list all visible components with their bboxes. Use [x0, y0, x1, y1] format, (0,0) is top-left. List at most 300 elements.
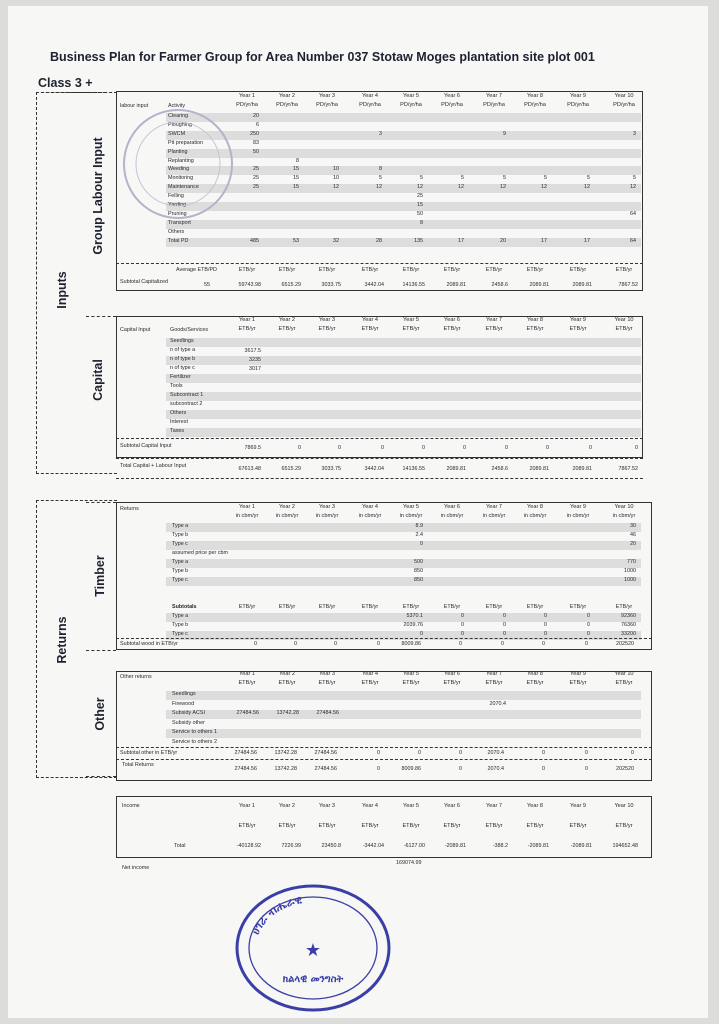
total-returns-value: 13742.28: [274, 766, 297, 772]
labour-activity-name: Monitoring: [168, 175, 194, 182]
other-year-header: Year 7: [486, 671, 502, 677]
timber-subtotal-value: 2039.76: [403, 622, 423, 628]
total-capital-label: Total Capital + Labour Input: [120, 463, 187, 469]
timber-subtotal-value: 5370.1: [406, 613, 423, 619]
income-unit-header: ETB/yr: [361, 823, 379, 829]
timber-etb-unit: ETB/yr: [361, 604, 379, 610]
capital-subtotal-value: 7869.5: [244, 445, 261, 451]
income-year-header: Year 7: [486, 803, 502, 809]
labour-subtotal-value: 2089.81: [529, 282, 549, 288]
income-total-value: -40128.92: [236, 843, 261, 849]
other-subtotal-value: 27484.56: [314, 750, 337, 756]
labour-value: 9: [503, 130, 506, 137]
income-total-value: -2089.81: [444, 843, 466, 849]
total-capital-value: 3442.04: [364, 466, 384, 472]
labour-activity-name: Pruning: [168, 210, 187, 217]
labour-value: 12: [458, 184, 464, 191]
other-unit-header: ETB/yr: [361, 680, 379, 686]
capital-item-name: subcontract 2: [170, 401, 203, 407]
other-year-header: Year 10: [614, 671, 634, 677]
total-capital-value: 7867.52: [618, 466, 638, 472]
labour-value: 5: [379, 175, 382, 182]
timber-subtotal-type: Type c: [172, 631, 188, 637]
other-value: 27484.56: [316, 710, 339, 716]
labour-value: 20: [253, 113, 259, 119]
labour-value: 83: [253, 139, 259, 146]
total-returns-value: 0: [459, 766, 462, 772]
capital-subtotal-rule: [116, 438, 643, 439]
labour-value: 5: [420, 175, 423, 182]
income-total-value: 7226.99: [281, 843, 301, 849]
labour-etb-unit: ETB/yr: [443, 267, 461, 273]
labour-etb-unit: ETB/yr: [569, 267, 587, 273]
timber-type-name: Type b: [172, 568, 189, 574]
other-value: 27484.56: [236, 710, 259, 716]
labour-value: 5: [633, 175, 636, 182]
labour-year-header: Year 7: [486, 93, 502, 99]
other-year-header: Year 4: [362, 671, 378, 677]
other-year-header: Year 3: [319, 671, 335, 677]
income-year-header: Year 3: [319, 803, 335, 809]
income-total-value: 23450.8: [321, 843, 341, 849]
labour-value: 12: [417, 184, 423, 191]
income-total-value: -2089.81: [527, 843, 549, 849]
timber-row-band: [166, 613, 641, 622]
labour-unit-header: PD/yr/ha: [567, 102, 589, 108]
timber-subtotal-value: 0: [334, 641, 337, 647]
labour-activity-name: Replanting: [168, 157, 194, 164]
total-returns-value: 0: [377, 766, 380, 772]
capital-unit-header: ETB/yr: [361, 326, 379, 332]
capital-unit-header: ETB/yr: [615, 326, 633, 332]
timber-subtotal-value: 0: [544, 622, 547, 628]
labour-year-header: Year 6: [444, 93, 460, 99]
income-unit-header: ETB/yr: [278, 823, 296, 829]
labour-year-header: Year 4: [362, 93, 378, 99]
capital-year-header: Year 5: [403, 317, 419, 323]
total-capital-value: 2089.81: [572, 466, 592, 472]
timber-corner-label: Returns: [120, 506, 139, 512]
income-total-label: Total: [174, 843, 186, 849]
timber-left-dash: [86, 502, 116, 503]
timber-year-header: Year 6: [444, 504, 460, 510]
timber-etb-unit: ETB/yr: [443, 604, 461, 610]
labour-value: 25: [417, 193, 423, 200]
timber-value: 770: [627, 559, 636, 565]
capital-year-header: Year 9: [570, 317, 586, 323]
labour-value: 6: [256, 121, 259, 128]
capital-subtotal-value: 0: [635, 445, 638, 451]
labour-value: 20: [500, 237, 506, 244]
timber-row-band: [166, 523, 641, 532]
labour-value: 15: [417, 202, 423, 208]
capital-subtotal-value: 0: [422, 445, 425, 451]
labour-unit-header: PD/yr/ha: [524, 102, 546, 108]
labour-year-header: Year 1: [239, 93, 255, 99]
timber-year-header: Year 8: [527, 504, 543, 510]
capital-corner-label: Capital Input: [120, 327, 151, 333]
labour-subtotal-value: 59743.98: [238, 282, 261, 288]
labour-value: 8: [420, 219, 423, 226]
total-returns-value: 27484.56: [314, 766, 337, 772]
capital-item-name: Others: [170, 410, 187, 416]
labour-etb-unit: ETB/yr: [238, 267, 256, 273]
income-total-value: 194652.48: [612, 843, 638, 849]
capital-subtotal-value: 0: [298, 445, 301, 451]
total-capital-value: 6515.29: [281, 466, 301, 472]
labour-year-header: Year 3: [319, 93, 335, 99]
activity-header: Activity: [168, 103, 186, 109]
labour-value: 15: [293, 166, 299, 173]
timber-subtotal-value: 0: [459, 641, 462, 647]
net-income-label: Net income: [122, 865, 150, 871]
capital-subtotal-label: Subtotal Capital Input: [120, 443, 172, 449]
labour-subtotal-value: 2458.6: [491, 282, 508, 288]
timber-year-header: Year 4: [362, 504, 378, 510]
timber-unit-header: in cbm/yr: [315, 513, 339, 519]
timber-unit-header: in cbm/yr: [399, 513, 423, 519]
labour-subtotal-value: 2089.81: [446, 282, 466, 288]
labour-subtotal-value: 3033.75: [321, 282, 341, 288]
labour-activity-name: SWCM: [168, 130, 186, 137]
total-returns-value: 202520: [616, 766, 634, 772]
labour-value: 12: [584, 184, 590, 191]
other-item-name: Subsidy other: [172, 719, 205, 726]
labour-value: 8: [379, 166, 382, 173]
labour-etb-unit: ETB/yr: [485, 267, 503, 273]
capital-subtotal-value: 0: [463, 445, 466, 451]
capital-year-header: Year 4: [362, 317, 378, 323]
labour-value: 5: [503, 175, 506, 182]
labour-subtotal-value: 2089.81: [572, 282, 592, 288]
other-unit-header: ETB/yr: [485, 680, 503, 686]
stamp-bottom-text: ክልላዊ መንግስት: [282, 974, 344, 985]
other-item-name: Service to others 1: [172, 729, 217, 735]
timber-subtotal-value: 92360: [621, 613, 636, 619]
income-unit-header: ETB/yr: [318, 823, 336, 829]
other-unit-header: ETB/yr: [318, 680, 336, 686]
timber-type-name: Type a: [172, 523, 189, 529]
labour-etb-unit: ETB/yr: [402, 267, 420, 273]
labour-value: 17: [584, 237, 590, 244]
other-subtotal-value: 27484.56: [234, 750, 257, 756]
capital-item-value: 3017: [249, 366, 261, 372]
labour-value: 12: [541, 184, 547, 191]
average-etb-label: Average ETB/PD: [176, 267, 217, 273]
timber-type-name: Type b: [172, 532, 189, 538]
labour-activity-name: Weeding: [168, 166, 190, 173]
other-subtotal-value: 0: [631, 750, 634, 756]
labour-value: 17: [458, 237, 464, 244]
labour-unit-header: PD/yr/ha: [441, 102, 463, 108]
other-unit-header: ETB/yr: [569, 680, 587, 686]
labour-year-header: Year 8: [527, 93, 543, 99]
capital-unit-header: ETB/yr: [402, 326, 420, 332]
income-unit-header: ETB/yr: [569, 823, 587, 829]
timber-row-band: [166, 541, 641, 550]
total-returns-rule: [116, 759, 652, 760]
timber-unit-header: in cbm/yr: [523, 513, 547, 519]
capital-subtotal-value: 0: [505, 445, 508, 451]
labour-value: 5: [544, 175, 547, 182]
svg-text:★: ★: [304, 940, 322, 960]
other-item-name: Service to others 2: [172, 738, 217, 745]
timber-subtotal-value: 0: [254, 641, 257, 647]
labour-year-header: Year 2: [279, 93, 295, 99]
capital-row-band: [166, 392, 641, 401]
labour-value: 25: [253, 166, 259, 173]
labour-value: 12: [500, 184, 506, 191]
total-returns-value: 2070.4: [487, 766, 504, 772]
timber-etb-unit: ETB/yr: [485, 604, 503, 610]
labour-unit-header: PD/yr/ha: [236, 102, 258, 108]
capital-item-name: n of type b: [170, 356, 196, 362]
capital-unit-header: ETB/yr: [526, 326, 544, 332]
labour-activity-name: Felling: [168, 193, 184, 200]
inputs-top-dash: [36, 92, 106, 93]
timber-value: 1000: [624, 568, 636, 574]
timber-section-label: Timber: [93, 555, 107, 597]
capital-unit-header: ETB/yr: [238, 326, 256, 332]
other-year-header: Year 8: [527, 671, 543, 677]
other-unit-header: ETB/yr: [615, 680, 633, 686]
income-total-value: -388.2: [492, 843, 508, 849]
timber-value: 500: [414, 559, 423, 565]
capital-year-header: Year 3: [319, 317, 335, 323]
income-year-header: Year 6: [444, 803, 460, 809]
timber-value: 30: [630, 523, 636, 529]
labour-section-label: Group Labour Input: [91, 137, 105, 255]
timber-subtotal-rule: [116, 638, 652, 639]
returns-label: Returns: [55, 616, 69, 664]
capital-item-name: n of type a: [170, 347, 196, 353]
total-returns-value: 8009.86: [401, 766, 421, 772]
labour-value: 3: [379, 130, 382, 137]
inputs-label: Inputs: [55, 271, 69, 309]
labour-value: 64: [630, 210, 636, 217]
other-subtotal-value: 0: [418, 750, 421, 756]
capital-subtotal-value: 0: [546, 445, 549, 451]
labour-unit-header: PD/yr/ha: [359, 102, 381, 108]
labour-value: 12: [333, 184, 339, 191]
income-year-header: Year 1: [239, 803, 255, 809]
other-year-header: Year 2: [279, 671, 295, 677]
labour-year-header: Year 5: [403, 93, 419, 99]
timber-subtotal-value: 0: [544, 631, 547, 637]
other-item-name: Firewood: [172, 700, 195, 707]
timber-etb-unit: ETB/yr: [526, 604, 544, 610]
other-year-header: Year 9: [570, 671, 586, 677]
timber-subtotal-value: 0: [503, 613, 506, 619]
timber-year-header: Year 9: [570, 504, 586, 510]
other-subtotal-value: 0: [459, 750, 462, 756]
capital-year-header: Year 7: [486, 317, 502, 323]
labour-value: 17: [541, 237, 547, 244]
total-capital-value: 67613.48: [238, 466, 261, 472]
timber-subtotal-value: 202520: [616, 641, 634, 647]
timber-subtotals-label: Subtotals: [172, 604, 197, 610]
capital-subtotal-value: 0: [589, 445, 592, 451]
capital-item-name: Subcontract 1: [170, 392, 204, 398]
labour-etb-unit: ETB/yr: [526, 267, 544, 273]
other-unit-header: ETB/yr: [402, 680, 420, 686]
labour-year-header: Year 9: [570, 93, 586, 99]
timber-year-header: Year 2: [279, 504, 295, 510]
labour-activity-name: Maintenance: [168, 184, 199, 191]
income-unit-header: ETB/yr: [485, 823, 503, 829]
income-label: Income: [122, 803, 140, 809]
capital-year-header: Year 6: [444, 317, 460, 323]
income-unit-header: ETB/yr: [402, 823, 420, 829]
timber-unit-header: in cbm/yr: [275, 513, 299, 519]
total-capital-value: 2458.6: [491, 466, 508, 472]
capital-item-name: Tools: [170, 383, 183, 389]
capital-subtotal-value: 0: [338, 445, 341, 451]
timber-subtotal-value: 0: [461, 622, 464, 628]
labour-subtotal-value: 14136.55: [402, 282, 425, 288]
timber-etb-unit: ETB/yr: [615, 604, 633, 610]
income-year-header: Year 2: [279, 803, 295, 809]
labour-activity-name: Yarding: [168, 202, 187, 208]
income-unit-header: ETB/yr: [526, 823, 544, 829]
timber-value: 1000: [624, 577, 636, 583]
labour-value: 135: [414, 237, 423, 244]
timber-row-band: [166, 559, 641, 568]
timber-subtotal-label: Subtotal wood in ETB/yr: [120, 641, 178, 647]
timber-type-name: Type c: [172, 577, 188, 583]
other-subtotal-value: 0: [542, 750, 545, 756]
labour-value: 10: [333, 166, 339, 173]
timber-etb-unit: ETB/yr: [318, 604, 336, 610]
capital-unit-header: ETB/yr: [443, 326, 461, 332]
timber-subtotal-value: 0: [587, 622, 590, 628]
capital-item-value: 3617.5: [244, 348, 261, 354]
capital-year-header: Year 8: [527, 317, 543, 323]
stamp-top-text: ሀገራ ብሔራዊ: [248, 892, 304, 937]
labour-unit-header: PD/yr/ha: [276, 102, 298, 108]
labour-subtotal-value: 3442.04: [364, 282, 384, 288]
capital-unit-header: ETB/yr: [485, 326, 503, 332]
capital-row-band: [166, 410, 641, 419]
labour-activity-name: Ploughing: [168, 121, 192, 128]
timber-subtotal-value: 0: [461, 631, 464, 637]
other-item-name: Subsidy ACSI: [172, 710, 205, 716]
total-capital-value: 14136.55: [402, 466, 425, 472]
timber-subtotal-value: 0: [501, 641, 504, 647]
timber-year-header: Year 1: [239, 504, 255, 510]
total-capital-value: 2089.81: [446, 466, 466, 472]
timber-subtotal-value: 0: [503, 631, 506, 637]
labour-unit-header: PD/yr/ha: [316, 102, 338, 108]
total-returns-value: 0: [542, 766, 545, 772]
timber-subtotal-value: 8009.86: [401, 641, 421, 647]
class-label: Class 3 +: [38, 76, 93, 90]
timber-row-band: [166, 577, 641, 586]
capital-row-band: [166, 338, 641, 347]
labour-subtotal-value: 7867.52: [618, 282, 638, 288]
income-unit-header: ETB/yr: [615, 823, 633, 829]
faint-stamp: [118, 104, 238, 224]
capital-year-header: Year 2: [279, 317, 295, 323]
labour-unit-header: PD/yr/ha: [400, 102, 422, 108]
other-year-header: Year 6: [444, 671, 460, 677]
timber-subtotal-value: 0: [294, 641, 297, 647]
timber-subtotal-value: 0: [585, 641, 588, 647]
labour-value: 50: [417, 210, 423, 217]
timber-unit-header: in cbm/yr: [235, 513, 259, 519]
other-year-header: Year 1: [239, 671, 255, 677]
timber-value: 20: [630, 541, 636, 547]
total-returns-label: Total Returns: [122, 762, 154, 768]
document-title: Business Plan for Farmer Group for Area Number 037 Stotaw Moges plantation site plot 001: [50, 50, 595, 64]
official-stamp: [228, 878, 398, 1018]
total-capital-bottom: [116, 478, 643, 479]
labour-value: 53: [293, 237, 299, 244]
timber-etb-unit: ETB/yr: [238, 604, 256, 610]
other-unit-header: ETB/yr: [526, 680, 544, 686]
other-section-frame: [116, 671, 652, 781]
labour-etb-unit: ETB/yr: [615, 267, 633, 273]
total-returns-value: 0: [585, 766, 588, 772]
labour-activity-name: Planting: [168, 148, 188, 155]
timber-unit-header: in cbm/yr: [440, 513, 464, 519]
other-section-label: Other: [93, 697, 107, 731]
timber-etb-unit: ETB/yr: [569, 604, 587, 610]
labour-activity-name: Others: [168, 228, 185, 235]
timber-subtotal-value: 0: [461, 613, 464, 619]
labour-value: 28: [376, 237, 382, 244]
other-subtotal-value: 0: [377, 750, 380, 756]
labour-subtotal-rule: [116, 263, 643, 264]
income-year-header: Year 9: [570, 803, 586, 809]
other-subtotal-label: Subtotal other in ETB/yr: [120, 750, 178, 756]
other-subtotal-value: 0: [585, 750, 588, 756]
capital-unit-header: ETB/yr: [318, 326, 336, 332]
timber-subtotal-value: 76360: [621, 622, 636, 628]
income-unit-header: ETB/yr: [238, 823, 256, 829]
timber-type-name: Type a: [172, 559, 189, 565]
labour-value: 12: [376, 184, 382, 191]
timber-bottom-dash: [86, 650, 116, 651]
returns-frame: [36, 500, 117, 778]
labour-value: 5: [461, 175, 464, 182]
income-year-header: Year 10: [614, 803, 634, 809]
labour-value: 25: [253, 184, 259, 191]
other-year-header: Year 5: [403, 671, 419, 677]
income-total-value: -3442.04: [362, 843, 384, 849]
svg-text:ሀገራ ብሔራዊ: [249, 893, 304, 937]
capital-left-dash: [86, 316, 116, 317]
timber-unit-header: in cbm/yr: [358, 513, 382, 519]
labour-value: 485: [250, 237, 259, 244]
labour-value: 50: [253, 148, 259, 155]
labour-corner-label: labour input: [120, 103, 149, 109]
capital-subtotal-value: 0: [381, 445, 384, 451]
timber-year-header: Year 7: [486, 504, 502, 510]
other-value: 2070.4: [489, 700, 506, 707]
other-subtotal-value: 13742.28: [274, 750, 297, 756]
labour-unit-header: PD/yr/ha: [613, 102, 635, 108]
timber-value: 46: [630, 532, 636, 538]
timber-subtotal-value: 0: [587, 613, 590, 619]
labour-etb-unit: ETB/yr: [361, 267, 379, 273]
labour-value: 250: [250, 130, 259, 137]
labour-value: 3: [633, 130, 636, 137]
timber-value: 850: [414, 568, 423, 574]
timber-type-name: Type c: [172, 541, 188, 547]
capital-item-name: Interest: [170, 419, 188, 425]
labour-etb-unit: ETB/yr: [278, 267, 296, 273]
